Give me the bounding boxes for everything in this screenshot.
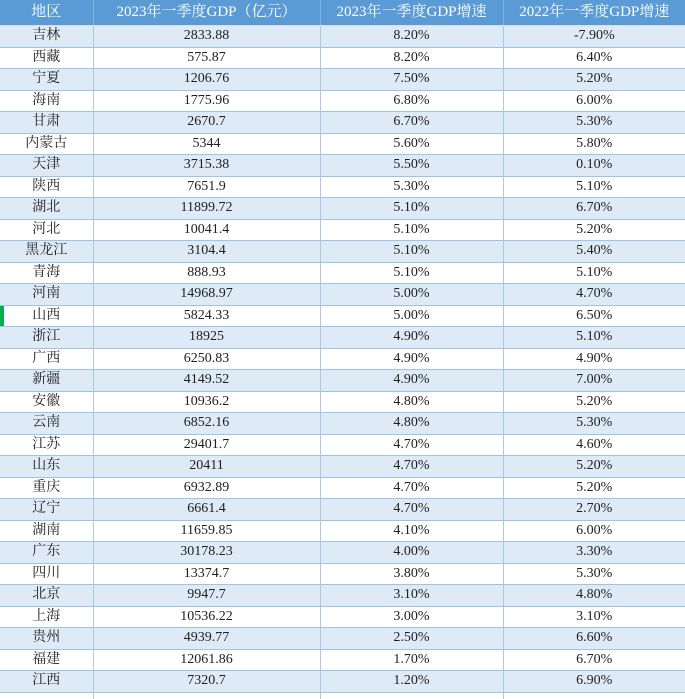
- cell-region[interactable]: 江苏: [0, 434, 93, 456]
- cell-growth-2023[interactable]: 8.20%: [320, 47, 503, 69]
- cell-region[interactable]: 内蒙古: [0, 133, 93, 155]
- cell-region[interactable]: 四川: [0, 563, 93, 585]
- cell-region[interactable]: 福建: [0, 649, 93, 671]
- cell-gdp[interactable]: 5824.33: [93, 305, 320, 327]
- cell-growth-2023[interactable]: 4.80%: [320, 391, 503, 413]
- cell-growth-2023[interactable]: 5.60%: [320, 133, 503, 155]
- cell-growth-2022[interactable]: 5.10%: [503, 262, 685, 284]
- cell-region[interactable]: 山西: [0, 305, 93, 327]
- cell-growth-2022[interactable]: 3.10%: [503, 606, 685, 628]
- cell-growth-2022[interactable]: 6.50%: [503, 305, 685, 327]
- cell-growth-2022[interactable]: 5.40%: [503, 241, 685, 263]
- cell-region[interactable]: 吉林: [0, 26, 93, 48]
- table-row: [0, 262, 685, 284]
- cell-growth-2023[interactable]: 3.10%: [320, 585, 503, 607]
- cell-growth-2023[interactable]: 5.00%: [320, 305, 503, 327]
- cell-growth-2022[interactable]: 5.30%: [503, 563, 685, 585]
- table-row: [0, 69, 685, 91]
- table-row: [0, 499, 685, 521]
- cell-growth-2023[interactable]: 5.50%: [320, 155, 503, 177]
- cell-growth-2022[interactable]: 6.00%: [503, 90, 685, 112]
- cell-gdp[interactable]: 10536.22: [93, 606, 320, 628]
- cell-gdp[interactable]: 6250.83: [93, 348, 320, 370]
- cell-growth-2023[interactable]: 4.90%: [320, 348, 503, 370]
- cell-growth-2022[interactable]: 6.40%: [503, 47, 685, 69]
- table-row: [0, 241, 685, 263]
- cell-gdp[interactable]: 7320.7: [93, 671, 320, 693]
- cell-gdp[interactable]: 11659.85: [93, 520, 320, 542]
- cell-gdp[interactable]: 20411: [93, 456, 320, 478]
- cell-region[interactable]: 湖南: [0, 520, 93, 542]
- cell-growth-2023[interactable]: 4.10%: [320, 520, 503, 542]
- cell-growth-2022[interactable]: 4.60%: [503, 434, 685, 456]
- table-row: [0, 284, 685, 306]
- cell-growth-2022[interactable]: 5.20%: [503, 456, 685, 478]
- cell-growth-2022[interactable]: 6.90%: [503, 671, 685, 693]
- cell-gdp[interactable]: 30178.23: [93, 542, 320, 564]
- cell-growth-2022[interactable]: 5.20%: [503, 219, 685, 241]
- table-row: [0, 327, 685, 349]
- header-cell-region[interactable]: 地区: [0, 0, 93, 26]
- header-cell-gdp[interactable]: 2023年一季度GDP（亿元）: [93, 0, 320, 26]
- cell-region[interactable]: 宁夏: [0, 69, 93, 91]
- cell-region[interactable]: 辽宁: [0, 499, 93, 521]
- cell-growth-2023[interactable]: 4.70%: [320, 477, 503, 499]
- cell-region[interactable]: 海南: [0, 90, 93, 112]
- table-row: [0, 628, 685, 650]
- cell-gdp[interactable]: 1206.76: [93, 69, 320, 91]
- table-row: [0, 219, 685, 241]
- cell-growth-2022[interactable]: 6.00%: [503, 520, 685, 542]
- cell-growth-2023[interactable]: 3.80%: [320, 563, 503, 585]
- cell-gdp[interactable]: 888.93: [93, 262, 320, 284]
- cell-region[interactable]: 云南: [0, 413, 93, 435]
- cell-growth-2022[interactable]: 4.70%: [503, 284, 685, 306]
- cell-growth-2023[interactable]: 4.00%: [320, 542, 503, 564]
- cell-growth-2022[interactable]: 5.30%: [503, 112, 685, 134]
- cell-region[interactable]: 黑龙江: [0, 241, 93, 263]
- cell-growth-2023[interactable]: 8.20%: [320, 26, 503, 48]
- header-cell-growth-2023[interactable]: 2023年一季度GDP增速: [320, 0, 503, 26]
- cell-gdp[interactable]: 10041.4: [93, 219, 320, 241]
- cell-region[interactable]: 新疆: [0, 370, 93, 392]
- cell-growth-2023[interactable]: 2.50%: [320, 628, 503, 650]
- table-row: [0, 649, 685, 671]
- cell-region[interactable]: 陕西: [0, 176, 93, 198]
- header-row: [0, 0, 685, 26]
- cell-region[interactable]: 广西: [0, 348, 93, 370]
- cell-empty: [503, 692, 685, 699]
- cell-growth-2023[interactable]: 1.20%: [320, 671, 503, 693]
- table-row: [0, 520, 685, 542]
- cell-gdp[interactable]: 575.87: [93, 47, 320, 69]
- cell-gdp[interactable]: 3715.38: [93, 155, 320, 177]
- cell-growth-2023[interactable]: 5.30%: [320, 176, 503, 198]
- cell-growth-2023[interactable]: 4.90%: [320, 370, 503, 392]
- cell-growth-2023[interactable]: 5.10%: [320, 262, 503, 284]
- table-row: [0, 198, 685, 220]
- cell-empty: [93, 692, 320, 699]
- cell-growth-2022[interactable]: 5.10%: [503, 327, 685, 349]
- cell-growth-2023[interactable]: 5.10%: [320, 198, 503, 220]
- cell-growth-2022[interactable]: 4.90%: [503, 348, 685, 370]
- cell-growth-2022[interactable]: 2.70%: [503, 499, 685, 521]
- table-row: [0, 112, 685, 134]
- cell-growth-2023[interactable]: 5.00%: [320, 284, 503, 306]
- table-row: [0, 585, 685, 607]
- cell-growth-2023[interactable]: 5.10%: [320, 241, 503, 263]
- cell-region[interactable]: 天津: [0, 155, 93, 177]
- cell-gdp[interactable]: 6661.4: [93, 499, 320, 521]
- cell-gdp[interactable]: 11899.72: [93, 198, 320, 220]
- cell-growth-2022[interactable]: -7.90%: [503, 26, 685, 48]
- cell-region[interactable]: 山东: [0, 456, 93, 478]
- table-row: [0, 542, 685, 564]
- cell-growth-2023[interactable]: 1.70%: [320, 649, 503, 671]
- cell-growth-2022[interactable]: 4.80%: [503, 585, 685, 607]
- cell-gdp[interactable]: 12061.86: [93, 649, 320, 671]
- cell-gdp[interactable]: 14968.97: [93, 284, 320, 306]
- cell-gdp[interactable]: 4939.77: [93, 628, 320, 650]
- cell-gdp[interactable]: 9947.7: [93, 585, 320, 607]
- cell-growth-2023[interactable]: 7.50%: [320, 69, 503, 91]
- cell-gdp[interactable]: 6852.16: [93, 413, 320, 435]
- cell-gdp[interactable]: 2833.88: [93, 26, 320, 48]
- cell-region[interactable]: 青海: [0, 262, 93, 284]
- cell-growth-2023[interactable]: 6.70%: [320, 112, 503, 134]
- cell-growth-2022[interactable]: 6.70%: [503, 198, 685, 220]
- table-row: [0, 456, 685, 478]
- table-row: [0, 133, 685, 155]
- cell-gdp[interactable]: 18925: [93, 327, 320, 349]
- table-row: [0, 47, 685, 69]
- table-body: [0, 26, 685, 699]
- cell-region[interactable]: 重庆: [0, 477, 93, 499]
- cell-region[interactable]: 甘肃: [0, 112, 93, 134]
- cell-region[interactable]: 西藏: [0, 47, 93, 69]
- table-row: [0, 606, 685, 628]
- cell-growth-2022[interactable]: 5.80%: [503, 133, 685, 155]
- cell-gdp[interactable]: 29401.7: [93, 434, 320, 456]
- table-row: [0, 413, 685, 435]
- table-row: [0, 305, 685, 327]
- cell-region[interactable]: 上海: [0, 606, 93, 628]
- cell-growth-2022[interactable]: 5.30%: [503, 413, 685, 435]
- cell-gdp[interactable]: 2670.7: [93, 112, 320, 134]
- cell-growth-2022[interactable]: 5.20%: [503, 477, 685, 499]
- table-row: [0, 155, 685, 177]
- cell-growth-2023[interactable]: 3.00%: [320, 606, 503, 628]
- cell-empty: [320, 692, 503, 699]
- cell-gdp[interactable]: 10936.2: [93, 391, 320, 413]
- cell-region[interactable]: 浙江: [0, 327, 93, 349]
- cell-growth-2022[interactable]: 0.10%: [503, 155, 685, 177]
- cell-gdp[interactable]: 7651.9: [93, 176, 320, 198]
- cell-gdp[interactable]: 5344: [93, 133, 320, 155]
- cell-growth-2023[interactable]: 4.90%: [320, 327, 503, 349]
- table-row: [0, 391, 685, 413]
- cell-growth-2022[interactable]: 6.70%: [503, 649, 685, 671]
- table-row: [0, 434, 685, 456]
- cell-growth-2023[interactable]: 4.80%: [320, 413, 503, 435]
- cell-gdp[interactable]: 4149.52: [93, 370, 320, 392]
- cell-region[interactable]: 贵州: [0, 628, 93, 650]
- header-cell-growth-2022[interactable]: 2022年一季度GDP增速: [503, 0, 685, 26]
- cell-gdp[interactable]: 6932.89: [93, 477, 320, 499]
- cell-growth-2022[interactable]: 3.30%: [503, 542, 685, 564]
- table-row: [0, 90, 685, 112]
- cell-region[interactable]: 安徽: [0, 391, 93, 413]
- table-row: [0, 176, 685, 198]
- cell-region[interactable]: 北京: [0, 585, 93, 607]
- cell-empty: [0, 692, 93, 699]
- cell-region[interactable]: 广东: [0, 542, 93, 564]
- cell-region[interactable]: 河北: [0, 219, 93, 241]
- cell-growth-2023[interactable]: 4.70%: [320, 434, 503, 456]
- table-row: [0, 671, 685, 693]
- cell-growth-2022[interactable]: 7.00%: [503, 370, 685, 392]
- cell-region[interactable]: 江西: [0, 671, 93, 693]
- table-row: [0, 477, 685, 499]
- cell-region[interactable]: 河南: [0, 284, 93, 306]
- cell-gdp[interactable]: 3104.4: [93, 241, 320, 263]
- cell-growth-2023[interactable]: 6.80%: [320, 90, 503, 112]
- cell-growth-2022[interactable]: 5.20%: [503, 391, 685, 413]
- cell-region[interactable]: 湖北: [0, 198, 93, 220]
- cell-growth-2022[interactable]: 5.10%: [503, 176, 685, 198]
- table-row: [0, 348, 685, 370]
- cell-growth-2022[interactable]: 6.60%: [503, 628, 685, 650]
- table-row: [0, 563, 685, 585]
- cell-growth-2023[interactable]: 5.10%: [320, 219, 503, 241]
- table-row: [0, 26, 685, 48]
- cell-growth-2022[interactable]: 5.20%: [503, 69, 685, 91]
- table-row: [0, 370, 685, 392]
- cell-growth-2023[interactable]: 4.70%: [320, 456, 503, 478]
- table-row-partial: [0, 692, 685, 699]
- cell-gdp[interactable]: 1775.96: [93, 90, 320, 112]
- cell-growth-2023[interactable]: 4.70%: [320, 499, 503, 521]
- cell-gdp[interactable]: 13374.7: [93, 563, 320, 585]
